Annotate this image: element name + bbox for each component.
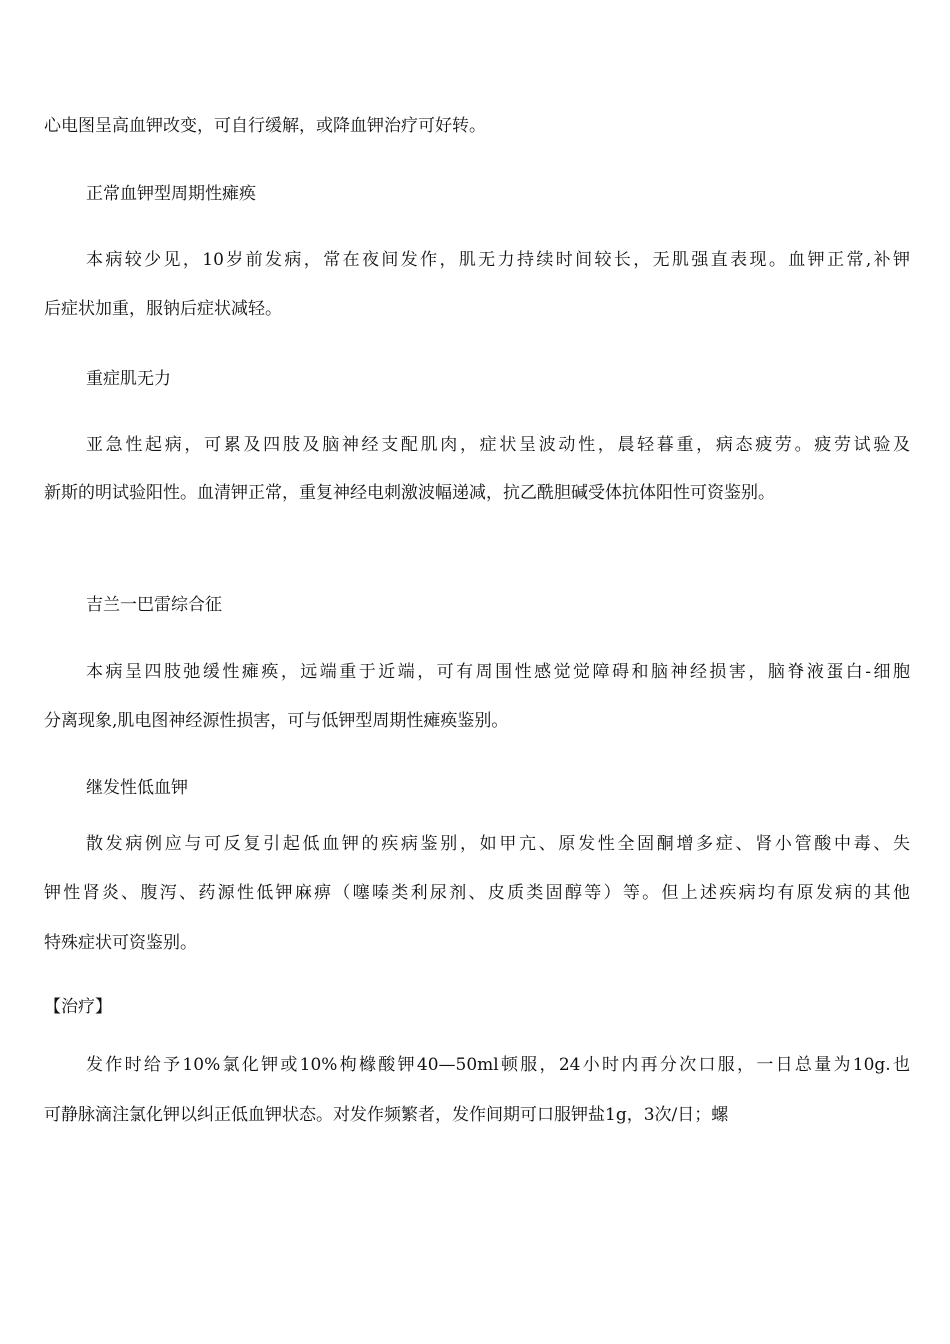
paragraph-line: 特殊症状可资鉴别。 bbox=[44, 933, 197, 953]
paragraph-line: 发作时给予10%氯化钾或10%枸橼酸钾40—50ml顿服，24小时内再分次口服，一日总量为10g.也 bbox=[86, 1055, 910, 1075]
section-heading: 【治疗】 bbox=[44, 997, 112, 1017]
section-heading: 吉兰一巴雷综合征 bbox=[86, 595, 222, 615]
section-heading: 继发性低血钾 bbox=[86, 778, 188, 798]
paragraph-line: 钾性肾炎、腹泻、药源性低钾麻痹（噻嗪类利尿剂、皮质类固醇等）等。但上述疾病均有原发病的其他 bbox=[44, 883, 910, 903]
paragraph-line: 分离现象,肌电图神经源性损害，可与低钾型周期性瘫痪鉴别。 bbox=[44, 711, 509, 731]
paragraph-line: 心电图呈高血钾改变，可自行缓解，或降血钾治疗可好转。 bbox=[44, 116, 486, 136]
paragraph-line: 本病较少见，10岁前发病，常在夜间发作，肌无力持续时间较长，无肌强直表现。血钾正常,补钾 bbox=[86, 250, 910, 270]
paragraph-line: 新斯的明试验阳性。血清钾正常，重复神经电刺激波幅递减，抗乙酰胆碱受体抗体阳性可资鉴别。 bbox=[44, 483, 775, 503]
paragraph-line: 亚急性起病，可累及四肢及脑神经支配肌肉，症状呈波动性，晨轻暮重，病态疲劳。疲劳试验及 bbox=[86, 435, 910, 455]
paragraph-line: 可静脉滴注氯化钾以纠正低血钾状态。对发作频繁者，发作间期可口服钾盐1g，3次/日；螺 bbox=[44, 1105, 729, 1125]
section-heading: 正常血钾型周期性瘫痪 bbox=[86, 184, 256, 204]
paragraph-line: 后症状加重，服钠后症状减轻。 bbox=[44, 299, 282, 319]
paragraph-line: 散发病例应与可反复引起低血钾的疾病鉴别，如甲亢、原发性全固酮增多症、肾小管酸中毒、失 bbox=[86, 834, 910, 854]
paragraph-line: 本病呈四肢弛缓性瘫痪，远端重于近端，可有周围性感觉觉障碍和脑神经损害，脑脊液蛋白-细胞 bbox=[86, 662, 910, 682]
section-heading: 重症肌无力 bbox=[86, 369, 171, 389]
